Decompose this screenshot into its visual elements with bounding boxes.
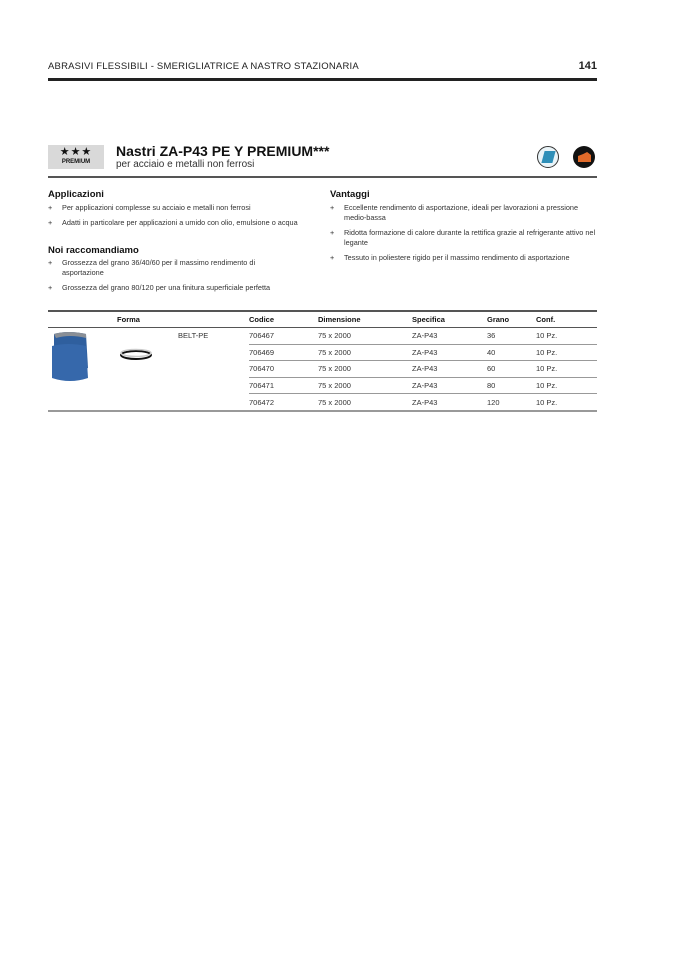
dimensione-cell: 75 x 2000 — [318, 361, 412, 378]
col-dimensione: Dimensione — [318, 311, 412, 328]
col-codice: Codice — [249, 311, 318, 328]
list-item: + Ridotta formazione di calore durante la rettifica grazie al refrigerante attivo nel legante — [330, 228, 600, 248]
dimensione-cell: 75 x 2000 — [318, 377, 412, 394]
codice-cell: 706472 — [249, 394, 318, 411]
product-subtitle: per acciaio e metalli non ferrosi — [116, 159, 255, 170]
raccomandiamo-list — [48, 258, 293, 298]
forma-image — [48, 328, 178, 412]
list-item: + Grossezza del grano 36/40/60 per il massimo rendimento di asportazione — [48, 258, 293, 278]
list-item: + Per applicazioni complesse su acciaio e metalli non ferrosi — [48, 203, 308, 213]
col-specifica: Specifica — [412, 311, 487, 328]
vantaggi-list — [330, 203, 600, 268]
col-grano: Grano — [487, 311, 536, 328]
forma-name: BELT-PE — [178, 328, 249, 412]
codice-cell: 706471 — [249, 377, 318, 394]
non-ferrous-metal-icon — [573, 146, 595, 168]
sanding-belt-image — [48, 328, 178, 408]
vantaggi-heading: Vantaggi — [330, 189, 370, 200]
col-conf: Conf. — [536, 311, 597, 328]
conf-cell: 10 Pz. — [536, 377, 597, 394]
codice-cell: 706469 — [249, 344, 318, 361]
steel-material-icon — [537, 146, 559, 168]
page-number: 141 — [578, 60, 597, 72]
applicazioni-list — [48, 203, 308, 233]
grano-cell: 40 — [487, 344, 536, 361]
specifica-cell: ZA-P43 — [412, 361, 487, 378]
list-item: + Eccellente rendimento di asportazione, ideali per lavorazioni a pressione medio-bassa — [330, 203, 600, 223]
grano-cell: 120 — [487, 394, 536, 411]
raccomandiamo-heading: Noi raccomandiamo — [48, 245, 139, 256]
grano-cell: 60 — [487, 361, 536, 378]
specifica-cell: ZA-P43 — [412, 328, 487, 345]
col-forma: Forma — [48, 311, 249, 328]
conf-cell: 10 Pz. — [536, 394, 597, 411]
specifica-cell: ZA-P43 — [412, 377, 487, 394]
applicazioni-heading: Applicazioni — [48, 189, 104, 200]
section-header: ABRASIVI FLESSIBILI - SMERIGLIATRICE A NASTRO STAZIONARIA — [48, 61, 359, 72]
specifica-cell: ZA-P43 — [412, 344, 487, 361]
product-table — [48, 310, 597, 412]
badge-label: PREMIUM — [61, 159, 91, 165]
codice-cell: 706467 — [249, 328, 318, 345]
conf-cell: 10 Pz. — [536, 361, 597, 378]
specifica-cell: ZA-P43 — [412, 394, 487, 411]
list-item: + Grossezza del grano 80/120 per una finitura superficiale perfetta — [48, 283, 293, 293]
list-item: + Tessuto in poliestere rigido per il massimo rendimento di asportazione — [330, 253, 600, 263]
codice-cell: 706470 — [249, 361, 318, 378]
product-title: Nastri ZA-P43 PE Y PREMIUM*** — [116, 143, 330, 159]
dimensione-cell: 75 x 2000 — [318, 328, 412, 345]
conf-cell: 10 Pz. — [536, 328, 597, 345]
header-divider — [48, 78, 597, 81]
title-divider — [48, 176, 597, 178]
premium-badge — [48, 145, 104, 169]
conf-cell: 10 Pz. — [536, 344, 597, 361]
table-row — [48, 328, 597, 345]
dimensione-cell: 75 x 2000 — [318, 394, 412, 411]
dimensione-cell: 75 x 2000 — [318, 344, 412, 361]
grano-cell: 36 — [487, 328, 536, 345]
list-item: + Adatti in particolare per applicazioni a umido con olio, emulsione o acqua — [48, 218, 308, 228]
stars-icon: ★★★ — [59, 146, 93, 158]
grano-cell: 80 — [487, 377, 536, 394]
table-header-row — [48, 311, 597, 328]
